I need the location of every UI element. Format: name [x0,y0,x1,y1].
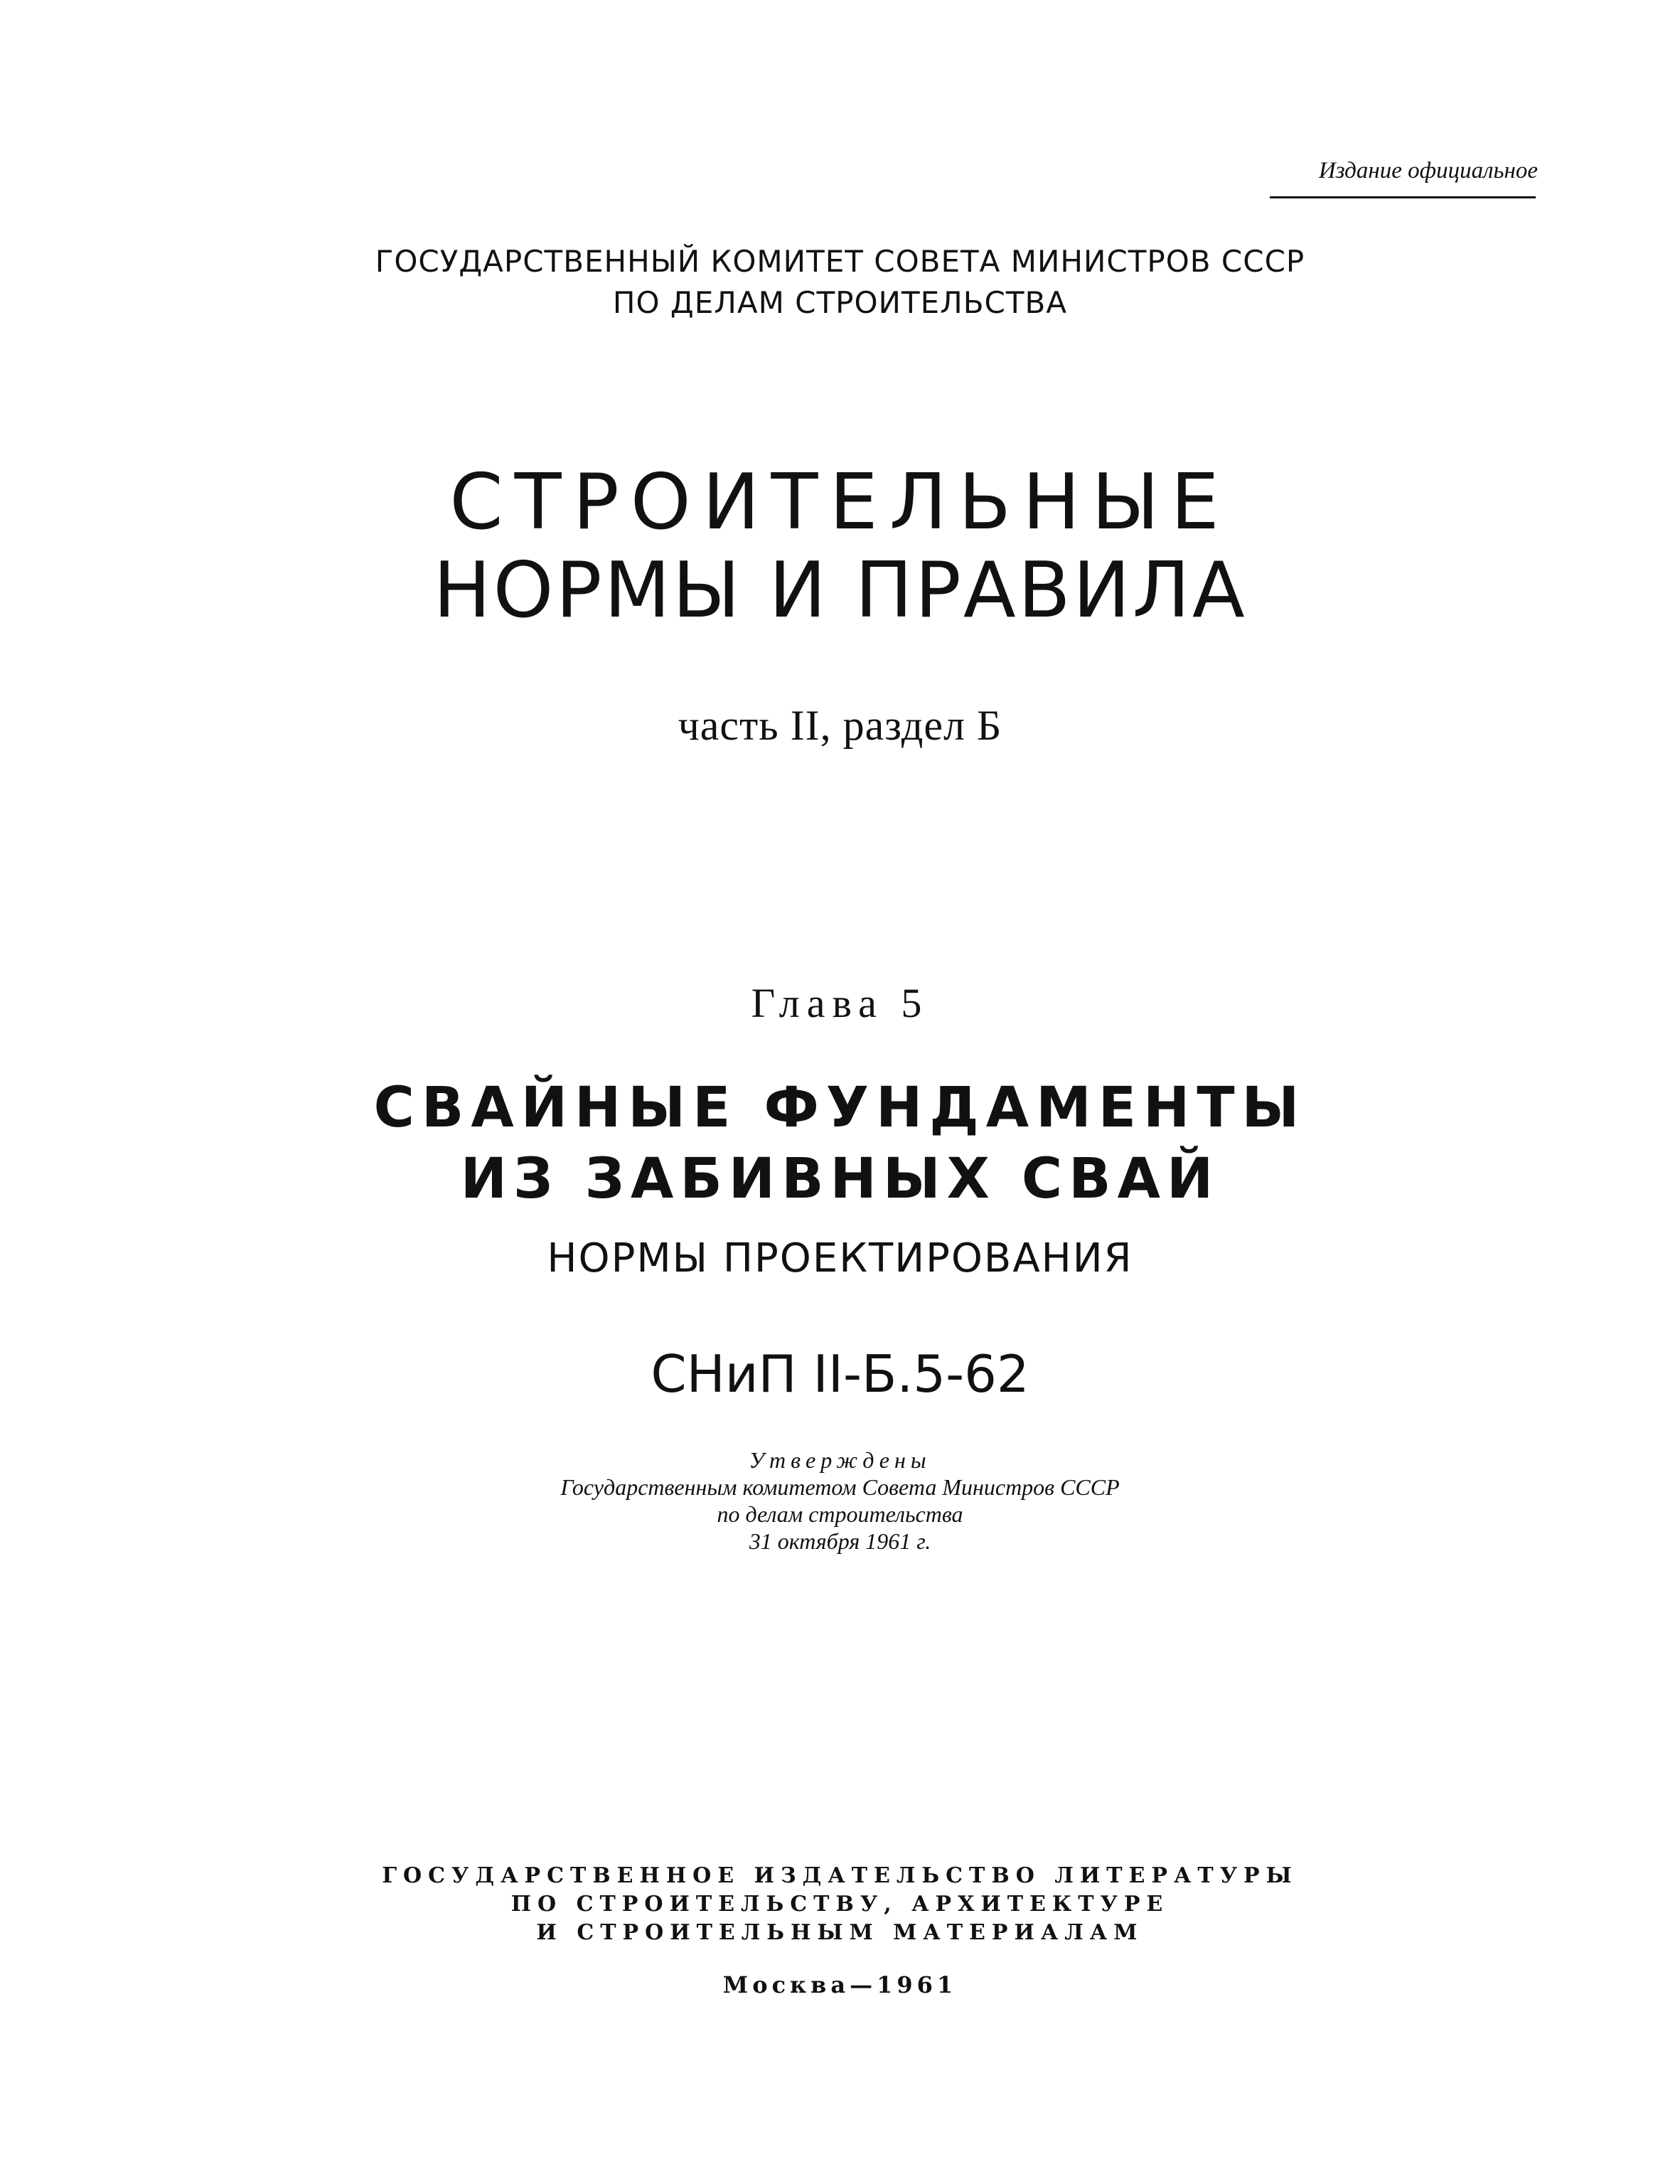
document-title-line-1: СТРОИТЕЛЬНЫЕ [449,458,1231,547]
chapter-title-line-1: СВАЙНЫЕ ФУНДАМЕНТЫ [373,1076,1307,1140]
approval-date: 31 октября 1961 г. [749,1528,931,1554]
approval-line-2: Государственным комитетом Совета Министров СССР [560,1474,1120,1500]
imprint-city-year: Москва—1961 [722,1971,958,1998]
chapter-heading: Глава 5 [751,980,929,1026]
edition-mark: Издание официальное [1318,158,1538,183]
committee-line-2: ПО ДЕЛАМ СТРОИТЕЛЬСТВА [612,285,1068,320]
document-code: СНиП II-Б.5-62 [651,1344,1029,1404]
approval-line-3: по делам строительства [717,1501,963,1527]
part-section: часть II, раздел Б [678,702,1002,749]
approval-line-1: Утверждены [749,1447,931,1473]
document-title-line-2: НОРМЫ И ПРАВИЛА [433,546,1247,635]
publisher-line-2: ПО СТРОИТЕЛЬСТВУ, АРХИТЕКТУРЕ [510,1892,1170,1917]
chapter-title-line-2: ИЗ ЗАБИВНЫХ СВАЙ [460,1147,1220,1211]
edition-underline [1270,196,1536,198]
committee-line-1: ГОСУДАРСТВЕННЫЙ КОМИТЕТ СОВЕТА МИНИСТРОВ СССР [375,244,1305,279]
chapter-subtitle: НОРМЫ ПРОЕКТИРОВАНИЯ [547,1235,1133,1282]
publisher-line-1: ГОСУДАРСТВЕННОЕ ИЗДАТЕЛЬСТВО ЛИТЕРАТУРЫ [382,1863,1298,1888]
publisher-line-3: И СТРОИТЕЛЬНЫМ МАТЕРИАЛАМ [536,1920,1144,1945]
